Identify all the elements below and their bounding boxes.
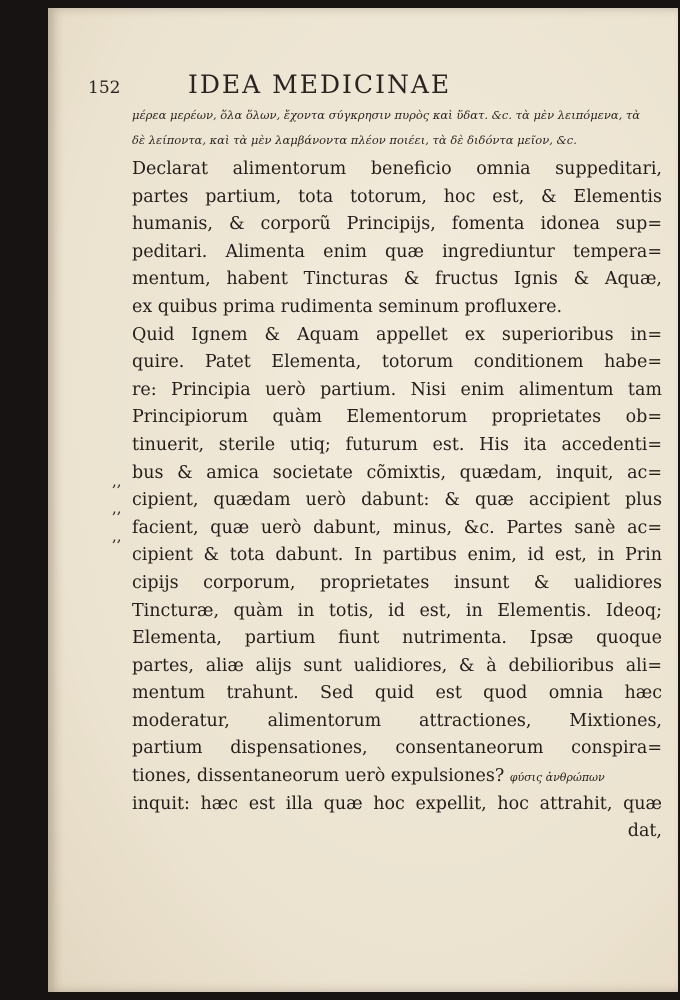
text-line: cipient, quædam uerò dabunt: & quæ accipient plus (132, 490, 662, 511)
text-line: inquit: hæc est illa quæ hoc expellit, hoc attrahit, quæ (132, 793, 662, 814)
text-line: Quid Ignem & Aquam appellet ex superioribus in= (132, 324, 662, 345)
greek-quotation-line-1: μέρεα μερέων, ὅλα ὅλων, ἔχοντα σύγκρησιν πυρὸς καὶ ὕδατ. &c. τὰ μὲν λειπόμενα, τὰ (132, 108, 641, 122)
running-head: IDEA MEDICINAE (188, 70, 452, 99)
text-line: mentum, habent Tincturas & fructus Ignis & Aquæ, (132, 269, 662, 290)
quote-mark: ,, (112, 527, 122, 545)
quote-mark: ,, (112, 499, 122, 517)
text-line: partes, aliæ alijs sunt ualidiores, & à debilioribus ali= (132, 655, 662, 676)
text-line: cipijs corporum, proprietates insunt & ualidiores (132, 572, 662, 593)
folio-number: 152 (88, 78, 121, 98)
text-line: Elementa, partium fiunt nutrimenta. Ipsæ quoque (132, 628, 662, 649)
text-line: re: Principia uerò partium. Nisi enim alimentum tam (132, 379, 662, 400)
text-line: tinuerit, sterile utiq; futurum est. His ita accedenti= (132, 434, 662, 455)
text-line: Tincturæ, quàm in totis, id est, in Elementis. Ideoq; (132, 600, 662, 621)
page-header (88, 70, 548, 100)
text-line-with-greek (132, 763, 662, 791)
text-segment: tiones, dissentaneorum uerò expulsiones? (132, 766, 505, 787)
text-line: cipient & tota dabunt. In partibus enim, id est, in Prin (132, 545, 662, 566)
text-line: peditari. Alimenta enim quæ ingrediuntur tempera= (132, 241, 662, 262)
catchword: dat, (627, 821, 662, 842)
text-line: mentum trahunt. Sed quid est quod omnia hæc (132, 683, 662, 704)
body-text (132, 156, 662, 846)
text-line: Declarat alimentorum beneficio omnia suppeditari, (132, 159, 662, 179)
text-line: humanis, & corporũ Principijs, fomenta idonea sup= (132, 214, 662, 235)
text-line: facient, quæ uerò dabunt, minus, &c. Partes sanè ac= (132, 517, 662, 538)
text-line: Principiorum quàm Elementorum proprietates ob= (132, 407, 662, 428)
inline-greek-phrase: φύσις ἀνθρώπων (509, 771, 605, 785)
text-line: moderatur, alimentorum attractiones, Mixtiones, (132, 710, 662, 731)
text-line: partium dispensationes, consentaneorum conspira= (132, 738, 662, 759)
text-line: bus & amica societate cõmixtis, quædam, inquit, ac= (132, 462, 662, 483)
text-line: quire. Patet Elementa, totorum conditionem habe= (132, 352, 662, 373)
greek-quotation-line-2: δὲ λείποντα, καὶ τὰ μὲν λαμβάνοντα πλέον ποιέει, τὰ δὲ διδόντα μεῖον, &c. (132, 133, 577, 147)
text-line: partes partium, tota totorum, hoc est, & Elementis (132, 186, 662, 207)
text-line: ex quibus prima rudimenta seminum profluxere. (132, 296, 563, 317)
quote-mark: ,, (112, 472, 122, 490)
